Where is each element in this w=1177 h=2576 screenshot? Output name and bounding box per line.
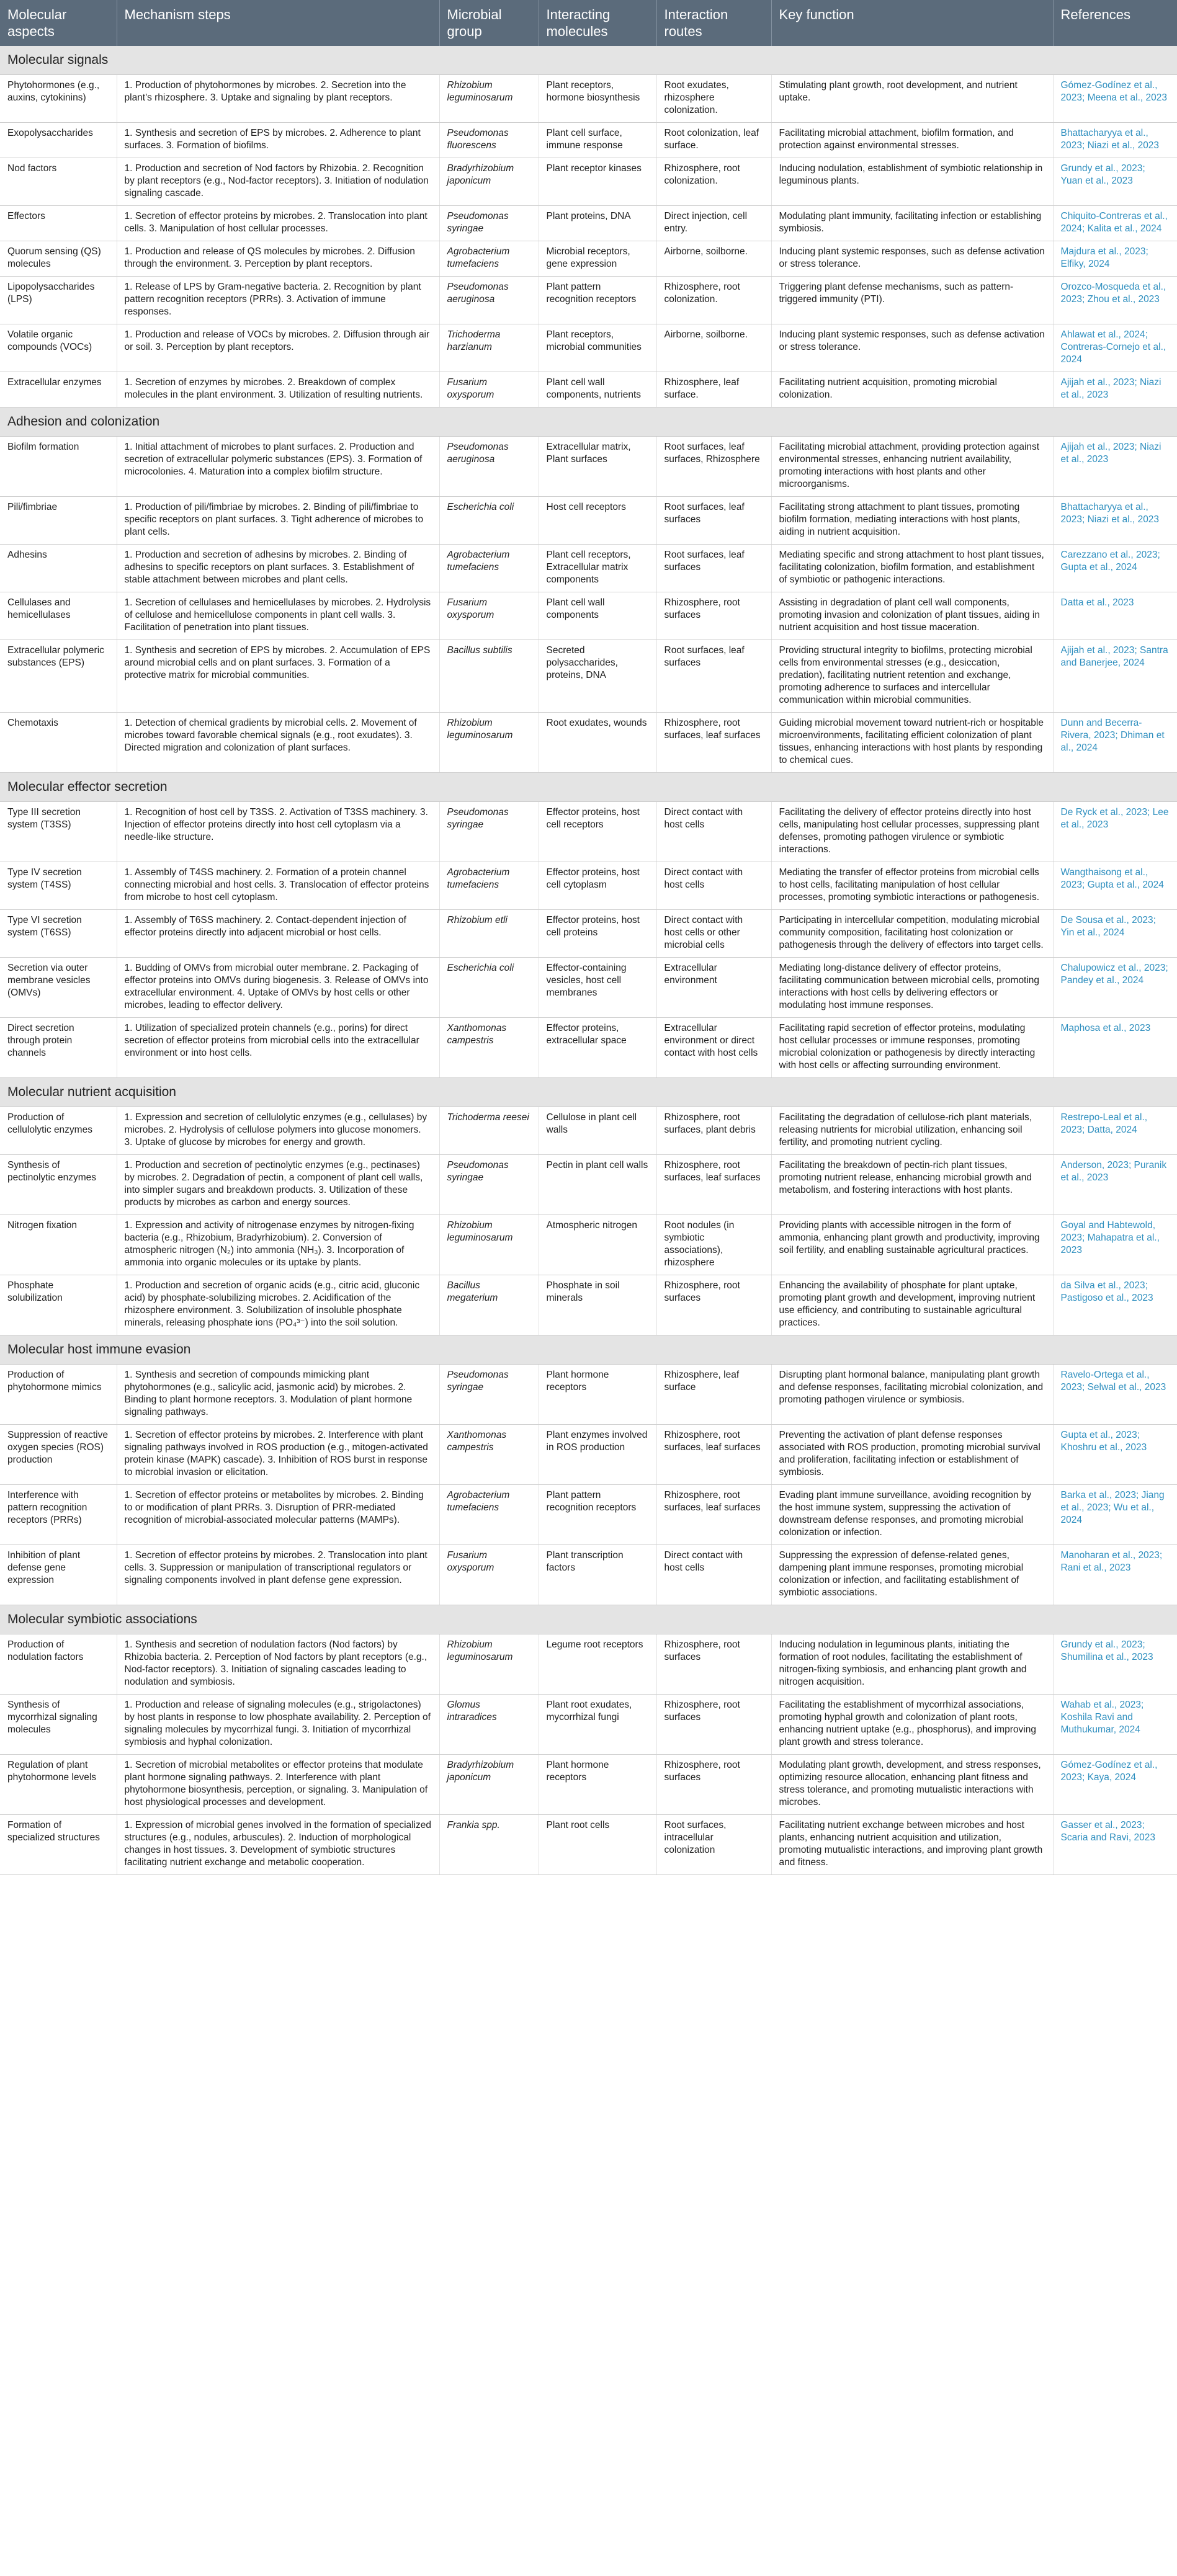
table-row	[0, 1018, 1177, 1078]
cell-microbial-group: Pseudomonas syringae	[439, 206, 539, 241]
cell-mechanism-steps: 1. Production of phytohormones by microbes. 2. Secretion into the plant's rhizosphere. 3. Uptake and signaling by plant receptors.	[117, 75, 439, 123]
cell-references[interactable]: da Silva et al., 2023; Pastigoso et al., 2023	[1053, 1275, 1177, 1335]
cell-mechanism-steps: 1. Expression and activity of nitrogenase enzymes by nitrogen-fixing bacteria (e.g., Rhizobium, Bradyrhizobium). 2. Conversion of atmospheric nitrogen (N₂) into ammonia (NH₃). 3. Incorporation of ammonia into organic molecules or its uptake by plants.	[117, 1215, 439, 1275]
cell-mechanism-steps: 1. Secretion of effector proteins by microbes. 2. Translocation into plant cells. 3. Suppression or manipulation of transcriptional regulators or signaling components involved in plant defense gene expression.	[117, 1545, 439, 1605]
cell-references[interactable]: Grundy et al., 2023; Yuan et al., 2023	[1053, 158, 1177, 206]
section-header-row	[0, 1335, 1177, 1365]
cell-microbial-group: Fusarium oxysporum	[439, 372, 539, 408]
section-title: Molecular host immune evasion	[0, 1335, 1177, 1365]
table-row	[0, 1155, 1177, 1215]
cell-interaction-routes: Root surfaces, leaf surfaces, Rhizosphere	[656, 437, 771, 497]
cell-references[interactable]: Gupta et al., 2023; Khoshru et al., 2023	[1053, 1425, 1177, 1485]
cell-mechanism-steps: 1. Expression of microbial genes involved in the formation of specialized structures (e.g., nodules, arbuscules). 2. Induction of morphological changes in host tissues. 3. Development of symbiotic structures facilitating nutrient exchange and metabolic cooperation.	[117, 1815, 439, 1875]
table-row	[0, 862, 1177, 910]
cell-mechanism-steps: 1. Initial attachment of microbes to plant surfaces. 2. Production and secretion of extracellular polymeric substances (EPS). 3. Formation of microcolonies. 4. Maturation into a complex biofilm structure.	[117, 437, 439, 497]
cell-mechanism-steps: 1. Release of LPS by Gram-negative bacteria. 2. Recognition by plant pattern recognition receptors (PRRs). 3. Activation of immune responses.	[117, 277, 439, 324]
table-row	[0, 545, 1177, 592]
cell-mechanism-steps: 1. Secretion of effector proteins by microbes. 2. Interference with plant signaling pathways involved in ROS production (e.g., mitogen-activated protein kinase (MAPK) cascade). 3. Inhibition of ROS burst in response to microbial invasion or elicitation.	[117, 1425, 439, 1485]
cell-microbial-group: Pseudomonas aeruginosa	[439, 437, 539, 497]
cell-interacting-molecules: Legume root receptors	[539, 1634, 656, 1695]
section-header-row	[0, 1605, 1177, 1634]
cell-references[interactable]: Orozco-Mosqueda et al., 2023; Zhou et al., 2023	[1053, 277, 1177, 324]
section-title: Molecular symbiotic associations	[0, 1605, 1177, 1634]
cell-key-function: Inducing plant systemic responses, such as defense activation or stress tolerance.	[771, 241, 1053, 277]
cell-references[interactable]: Gasser et al., 2023; Scaria and Ravi, 2023	[1053, 1815, 1177, 1875]
cell-molecular-aspect: Type III secretion system (T3SS)	[0, 802, 117, 862]
cell-key-function: Participating in intercellular competition, modulating microbial community composition, facilitating host colonization or pathogenesis through the delivery of effectors into target cells.	[771, 910, 1053, 958]
cell-mechanism-steps: 1. Secretion of cellulases and hemicellulases by microbes. 2. Hydrolysis of cellulose and hemicellulose components in plant cell walls. 3. Facilitation of penetration into plant tissues.	[117, 592, 439, 640]
table-row	[0, 1107, 1177, 1155]
table-row	[0, 241, 1177, 277]
cell-key-function: Enhancing the availability of phosphate for plant uptake, promoting plant growth and development, improving nutrient use efficiency, and contributing to sustainable agricultural practices.	[771, 1275, 1053, 1335]
cell-interaction-routes: Airborne, soilborne.	[656, 324, 771, 372]
cell-key-function: Facilitating microbial attachment, biofilm formation, and protection against environmental stresses.	[771, 123, 1053, 158]
cell-molecular-aspect: Volatile organic compounds (VOCs)	[0, 324, 117, 372]
cell-microbial-group: Rhizobium leguminosarum	[439, 1634, 539, 1695]
cell-references[interactable]: Chiquito-Contreras et al., 2024; Kalita et al., 2024	[1053, 206, 1177, 241]
cell-mechanism-steps: 1. Utilization of specialized protein channels (e.g., porins) for direct secretion of effector proteins from microbial cells into the extracellular environment or into host cells.	[117, 1018, 439, 1078]
cell-mechanism-steps: 1. Secretion of effector proteins by microbes. 2. Translocation into plant cells. 3. Manipulation of host cellular processes.	[117, 206, 439, 241]
table-row	[0, 372, 1177, 408]
cell-microbial-group: Fusarium oxysporum	[439, 592, 539, 640]
cell-microbial-group: Fusarium oxysporum	[439, 1545, 539, 1605]
cell-interaction-routes: Root exudates, rhizosphere colonization.	[656, 75, 771, 123]
cell-mechanism-steps: 1. Budding of OMVs from microbial outer membrane. 2. Packaging of effector proteins into OMVs during biogenesis. 3. Release of OMVs into extracellular environment. 4. Uptake of OMVs by host cells or other microbes, leading to effector delivery.	[117, 958, 439, 1018]
cell-mechanism-steps: 1. Production and release of VOCs by microbes. 2. Diffusion through air or soil. 3. Perception by plant receptors.	[117, 324, 439, 372]
cell-microbial-group: Bradyrhizobium japonicum	[439, 1755, 539, 1815]
cell-key-function: Facilitating rapid secretion of effector proteins, modulating host cellular processes or immune responses, promoting microbial colonization or pathogenesis by directly interacting with host cells or affecting surrounding environment.	[771, 1018, 1053, 1078]
cell-interaction-routes: Extracellular environment	[656, 958, 771, 1018]
cell-microbial-group: Pseudomonas fluorescens	[439, 123, 539, 158]
cell-interaction-routes: Direct contact with host cells	[656, 1545, 771, 1605]
header-references: References	[1053, 0, 1177, 46]
cell-microbial-group: Escherichia coli	[439, 958, 539, 1018]
cell-key-function: Mediating long-distance delivery of effector proteins, facilitating communication between microbial cells, promoting interactions with host cells by delivering effectors or modulating host immune responses.	[771, 958, 1053, 1018]
cell-microbial-group: Trichoderma reesei	[439, 1107, 539, 1155]
cell-mechanism-steps: 1. Synthesis and secretion of EPS by microbes. 2. Accumulation of EPS around microbial cells and on plant surfaces. 3. Formation of a protective matrix for microbial communities.	[117, 640, 439, 713]
cell-mechanism-steps: 1. Secretion of microbial metabolites or effector proteins that modulate plant hormone signaling pathways. 2. Interference with plant phytohormone biosynthesis, perception, or signaling. 3. Manipulation of host physiological processes and development.	[117, 1755, 439, 1815]
table-row	[0, 1695, 1177, 1755]
cell-molecular-aspect: Inhibition of plant defense gene expression	[0, 1545, 117, 1605]
cell-molecular-aspect: Exopolysaccharides	[0, 123, 117, 158]
cell-interaction-routes: Rhizosphere, root surfaces	[656, 1695, 771, 1755]
cell-interaction-routes: Root surfaces, intracellular colonization	[656, 1815, 771, 1875]
table-row	[0, 1485, 1177, 1545]
cell-molecular-aspect: Type IV secretion system (T4SS)	[0, 862, 117, 910]
cell-references[interactable]: Gómez-Godínez et al., 2023; Meena et al., 2023	[1053, 75, 1177, 123]
cell-mechanism-steps: 1. Production of pili/fimbriae by microbes. 2. Binding of pili/fimbriae to specific receptors on plant surfaces. 3. Tight adherence of microbes to plant cells.	[117, 497, 439, 545]
cell-molecular-aspect: Effectors	[0, 206, 117, 241]
table-body	[0, 46, 1177, 1875]
cell-interaction-routes: Rhizosphere, root colonization.	[656, 158, 771, 206]
cell-references[interactable]: Goyal and Habtewold, 2023; Mahapatra et al., 2023	[1053, 1215, 1177, 1275]
cell-microbial-group: Rhizobium leguminosarum	[439, 75, 539, 123]
cell-mechanism-steps: 1. Production and release of signaling molecules (e.g., strigolactones) by host plants in response to low phosphate availability. 2. Perception of signaling molecules by mycorrhizal fungi. 3. Initiation of mycorrhizal symbiosis and hyphal colonization.	[117, 1695, 439, 1755]
table-row	[0, 123, 1177, 158]
table-row	[0, 75, 1177, 123]
cell-interaction-routes: Direct injection, cell entry.	[656, 206, 771, 241]
cell-microbial-group: Pseudomonas syringae	[439, 802, 539, 862]
cell-interaction-routes: Rhizosphere, root surfaces	[656, 1755, 771, 1815]
table-row	[0, 713, 1177, 773]
cell-key-function: Mediating specific and strong attachment to host plant tissues, facilitating colonization, biofilm formation, and establishment of symbiotic or pathogenic interactions.	[771, 545, 1053, 592]
cell-interaction-routes: Airborne, soilborne.	[656, 241, 771, 277]
cell-microbial-group: Frankia spp.	[439, 1815, 539, 1875]
cell-references[interactable]: Dunn and Becerra-Rivera, 2023; Dhiman et al., 2024	[1053, 713, 1177, 773]
table-row	[0, 158, 1177, 206]
cell-interacting-molecules: Plant root exudates, mycorrhizal fungi	[539, 1695, 656, 1755]
cell-molecular-aspect: Phytohormones (e.g., auxins, cytokinins)	[0, 75, 117, 123]
header-row	[0, 0, 1177, 46]
cell-interaction-routes: Direct contact with host cells	[656, 802, 771, 862]
cell-molecular-aspect: Chemotaxis	[0, 713, 117, 773]
cell-interaction-routes: Root surfaces, leaf surfaces	[656, 640, 771, 713]
cell-interacting-molecules: Plant cell surface, immune response	[539, 123, 656, 158]
cell-interacting-molecules: Plant cell wall components	[539, 592, 656, 640]
cell-microbial-group: Agrobacterium tumefaciens	[439, 545, 539, 592]
cell-microbial-group: Glomus intraradices	[439, 1695, 539, 1755]
cell-references[interactable]: Manoharan et al., 2023; Rani et al., 2023	[1053, 1545, 1177, 1605]
cell-interaction-routes: Root nodules (in symbiotic associations), rhizosphere	[656, 1215, 771, 1275]
section-header-row	[0, 46, 1177, 75]
cell-mechanism-steps: 1. Detection of chemical gradients by microbial cells. 2. Movement of microbes toward favorable chemical signals (e.g., root exudates). 3. Directed migration and colonization of plant surfaces.	[117, 713, 439, 773]
cell-references[interactable]: Ahlawat et al., 2024; Contreras-Cornejo et al., 2024	[1053, 324, 1177, 372]
cell-molecular-aspect: Direct secretion through protein channels	[0, 1018, 117, 1078]
cell-interaction-routes: Direct contact with host cells or other microbial cells	[656, 910, 771, 958]
table-row	[0, 1425, 1177, 1485]
cell-interacting-molecules: Plant hormone receptors	[539, 1365, 656, 1425]
cell-molecular-aspect: Adhesins	[0, 545, 117, 592]
cell-references[interactable]: Ajijah et al., 2023; Niazi et al., 2023	[1053, 372, 1177, 408]
cell-interaction-routes: Rhizosphere, root colonization.	[656, 277, 771, 324]
cell-mechanism-steps: 1. Expression and secretion of cellulolytic enzymes (e.g., cellulases) by microbes. 2. Hydrolysis of cellulose polymers into glucose monomers. 3. Uptake of glucose by microbes for energy and growth.	[117, 1107, 439, 1155]
table-row	[0, 958, 1177, 1018]
cell-key-function: Facilitating nutrient acquisition, promoting microbial colonization.	[771, 372, 1053, 408]
cell-microbial-group: Bradyrhizobium japonicum	[439, 158, 539, 206]
cell-molecular-aspect: Lipopolysaccharides (LPS)	[0, 277, 117, 324]
cell-interaction-routes: Rhizosphere, root surfaces	[656, 1634, 771, 1695]
cell-references[interactable]: De Sousa et al., 2023; Yin et al., 2024	[1053, 910, 1177, 958]
cell-interacting-molecules: Effector proteins, host cell receptors	[539, 802, 656, 862]
cell-references[interactable]: Bhattacharyya et al., 2023; Niazi et al., 2023	[1053, 497, 1177, 545]
cell-references[interactable]: Wangthaisong et al., 2023; Gupta et al., 2024	[1053, 862, 1177, 910]
table-row	[0, 497, 1177, 545]
cell-mechanism-steps: 1. Synthesis and secretion of compounds mimicking plant phytohormones (e.g., salicylic acid, jasmonic acid) by microbes. 2. Binding to plant hormone receptors. 3. Modulation of plant hormone signaling pathways.	[117, 1365, 439, 1425]
cell-key-function: Facilitating the establishment of mycorrhizal associations, promoting hyphal growth and colonization of plant roots, enhancing nutrient uptake (e.g., phosphorus), and improving plant growth and stress tolerance.	[771, 1695, 1053, 1755]
table-row	[0, 1545, 1177, 1605]
cell-references[interactable]: Chalupowicz et al., 2023; Pandey et al., 2024	[1053, 958, 1177, 1018]
cell-interacting-molecules: Phosphate in soil minerals	[539, 1275, 656, 1335]
cell-interacting-molecules: Plant receptors, hormone biosynthesis	[539, 75, 656, 123]
table-row	[0, 277, 1177, 324]
cell-interacting-molecules: Extracellular matrix, Plant surfaces	[539, 437, 656, 497]
cell-mechanism-steps: 1. Secretion of effector proteins or metabolites by microbes. 2. Binding to or modification of plant PRRs. 3. Disruption of PRR-mediated recognition of microbial-associated molecular patterns (MAMPs).	[117, 1485, 439, 1545]
cell-mechanism-steps: 1. Synthesis and secretion of EPS by microbes. 2. Adherence to plant surfaces. 3. Formation of biofilms.	[117, 123, 439, 158]
cell-mechanism-steps: 1. Synthesis and secretion of nodulation factors (Nod factors) by Rhizobia bacteria. 2. Perception of Nod factors by plant receptors (e.g., Nod-factor receptors). 3. Initiation of signaling cascades leading to nodulation and symbiosis.	[117, 1634, 439, 1695]
cell-molecular-aspect: Biofilm formation	[0, 437, 117, 497]
cell-mechanism-steps: 1. Production and secretion of pectinolytic enzymes (e.g., pectinases) by microbes. 2. Degradation of pectin, a component of plant cell walls, into simpler sugars and breakdown products. 3. Utilization of these products by microbes as carbon and energy sources.	[117, 1155, 439, 1215]
cell-molecular-aspect: Pili/fimbriae	[0, 497, 117, 545]
cell-mechanism-steps: 1. Production and release of QS molecules by microbes. 2. Diffusion through the environment. 3. Perception by plant receptors.	[117, 241, 439, 277]
cell-microbial-group: Rhizobium etli	[439, 910, 539, 958]
cell-microbial-group: Bacillus megaterium	[439, 1275, 539, 1335]
cell-interaction-routes: Rhizosphere, root surfaces, leaf surfaces	[656, 1155, 771, 1215]
cell-microbial-group: Rhizobium leguminosarum	[439, 713, 539, 773]
cell-interacting-molecules: Effector proteins, host cell proteins	[539, 910, 656, 958]
table-row	[0, 802, 1177, 862]
cell-molecular-aspect: Formation of specialized structures	[0, 1815, 117, 1875]
table-row	[0, 1365, 1177, 1425]
cell-mechanism-steps: 1. Recognition of host cell by T3SS. 2. Activation of T3SS machinery. 3. Injection of effector proteins directly into host cell cytoplasm via a needle-like structure.	[117, 802, 439, 862]
cell-molecular-aspect: Regulation of plant phytohormone levels	[0, 1755, 117, 1815]
cell-interacting-molecules: Effector-containing vesicles, host cell membranes	[539, 958, 656, 1018]
cell-references[interactable]: Ravelo-Ortega et al., 2023; Selwal et al., 2023	[1053, 1365, 1177, 1425]
cell-interacting-molecules: Plant pattern recognition receptors	[539, 277, 656, 324]
cell-molecular-aspect: Synthesis of mycorrhizal signaling molecules	[0, 1695, 117, 1755]
table-row	[0, 1215, 1177, 1275]
cell-key-function: Modulating plant growth, development, and stress responses, optimizing resource allocation, enhancing plant fitness and stress tolerance, and promoting mutualistic interactions with microbes.	[771, 1755, 1053, 1815]
cell-molecular-aspect: Nod factors	[0, 158, 117, 206]
section-header-row	[0, 408, 1177, 437]
cell-interaction-routes: Rhizosphere, root surfaces, leaf surfaces	[656, 1425, 771, 1485]
cell-key-function: Assisting in degradation of plant cell wall components, promoting invasion and colonization of plant tissues, aiding in nutrient acquisition and host tissue maceration.	[771, 592, 1053, 640]
cell-key-function: Facilitating microbial attachment, providing protection against environmental stresses, enhancing nutrient availability, promoting interactions with host plants and other microorganisms.	[771, 437, 1053, 497]
header-interacting-molecules: Interacting molecules	[539, 0, 656, 46]
cell-interacting-molecules: Host cell receptors	[539, 497, 656, 545]
cell-molecular-aspect: Production of cellulolytic enzymes	[0, 1107, 117, 1155]
cell-key-function: Facilitating the delivery of effector proteins directly into host cells, manipulating host cellular processes, suppressing plant defenses, promoting pathogen virulence or symbiotic interactions.	[771, 802, 1053, 862]
table-row	[0, 1275, 1177, 1335]
cell-interacting-molecules: Effector proteins, extracellular space	[539, 1018, 656, 1078]
section-title: Molecular signals	[0, 46, 1177, 75]
cell-mechanism-steps: 1. Production and secretion of organic acids (e.g., citric acid, gluconic acid) by phosphate-solubilizing microbes. 2. Acidification of the rhizosphere environment. 3. Solubilization of insoluble phosphate minerals, releasing phosphate ions (PO₄³⁻) into the soil solution.	[117, 1275, 439, 1335]
section-title: Molecular nutrient acquisition	[0, 1078, 1177, 1107]
cell-mechanism-steps: 1. Assembly of T4SS machinery. 2. Formation of a protein channel connecting microbial and host cells. 3. Translocation of effector proteins from microbe to host cell cytoplasm.	[117, 862, 439, 910]
table-row	[0, 1634, 1177, 1695]
cell-interaction-routes: Rhizosphere, root surfaces	[656, 1275, 771, 1335]
cell-microbial-group: Agrobacterium tumefaciens	[439, 862, 539, 910]
cell-references[interactable]: De Ryck et al., 2023; Lee et al., 2023	[1053, 802, 1177, 862]
cell-mechanism-steps: 1. Production and secretion of Nod factors by Rhizobia. 2. Recognition by plant receptors (e.g., Nod-factor receptors). 3. Initiation of nodulation signaling cascade.	[117, 158, 439, 206]
cell-interacting-molecules: Plant cell receptors, Extracellular matrix components	[539, 545, 656, 592]
cell-interaction-routes: Direct contact with host cells	[656, 862, 771, 910]
cell-key-function: Inducing plant systemic responses, such as defense activation or stress tolerance.	[771, 324, 1053, 372]
table-row	[0, 640, 1177, 713]
cell-interacting-molecules: Atmospheric nitrogen	[539, 1215, 656, 1275]
table-row	[0, 1815, 1177, 1875]
section-title: Adhesion and colonization	[0, 408, 1177, 437]
cell-references[interactable]: Maphosa et al., 2023	[1053, 1018, 1177, 1078]
cell-interaction-routes: Root surfaces, leaf surfaces	[656, 545, 771, 592]
cell-references[interactable]: Ajijah et al., 2023; Santra and Banerjee, 2024	[1053, 640, 1177, 713]
cell-interaction-routes: Rhizosphere, leaf surface.	[656, 372, 771, 408]
cell-molecular-aspect: Interference with pattern recognition receptors (PRRs)	[0, 1485, 117, 1545]
cell-interacting-molecules: Plant proteins, DNA	[539, 206, 656, 241]
cell-mechanism-steps: 1. Production and secretion of adhesins by microbes. 2. Binding of adhesins to specific receptors on plant surfaces. 3. Establishment of stable attachment between microbes and plant cells.	[117, 545, 439, 592]
cell-molecular-aspect: Extracellular enzymes	[0, 372, 117, 408]
table-row	[0, 910, 1177, 958]
cell-microbial-group: Agrobacterium tumefaciens	[439, 241, 539, 277]
cell-key-function: Evading plant immune surveillance, avoiding recognition by the host immune system, suppressing the activation of downstream defense responses, and promoting microbial colonization or infection.	[771, 1485, 1053, 1545]
cell-microbial-group: Rhizobium leguminosarum	[439, 1215, 539, 1275]
header-mechanism-steps: Mechanism steps	[117, 0, 439, 46]
cell-key-function: Providing structural integrity to biofilms, protecting microbial cells from environmental stresses (e.g., desiccation, predation), facilitating nutrient retention and exchange, promoting adherence to surfaces and intercellular communication within microbial communities.	[771, 640, 1053, 713]
table-row	[0, 206, 1177, 241]
cell-key-function: Inducing nodulation in leguminous plants, initiating the formation of root nodules, facilitating the establishment of nitrogen-fixing symbiosis, and enhancing plant growth and nitrogen acquisition.	[771, 1634, 1053, 1695]
cell-references[interactable]: Gómez-Godínez et al., 2023; Kaya, 2024	[1053, 1755, 1177, 1815]
cell-interaction-routes: Root colonization, leaf surface.	[656, 123, 771, 158]
cell-mechanism-steps: 1. Secretion of enzymes by microbes. 2. Breakdown of complex molecules in the plant environment. 3. Utilization of resulting nutrients.	[117, 372, 439, 408]
cell-key-function: Facilitating nutrient exchange between microbes and host plants, enhancing nutrient acquisition and utilization, promoting mutualistic interactions, and improving plant growth and fitness.	[771, 1815, 1053, 1875]
cell-references[interactable]: Carezzano et al., 2023; Gupta et al., 2024	[1053, 545, 1177, 592]
cell-interaction-routes: Rhizosphere, leaf surface	[656, 1365, 771, 1425]
cell-key-function: Stimulating plant growth, root development, and nutrient uptake.	[771, 75, 1053, 123]
cell-microbial-group: Escherichia coli	[439, 497, 539, 545]
cell-interaction-routes: Rhizosphere, root surfaces	[656, 592, 771, 640]
cell-interacting-molecules: Plant root cells	[539, 1815, 656, 1875]
cell-key-function: Triggering plant defense mechanisms, such as pattern-triggered immunity (PTI).	[771, 277, 1053, 324]
cell-interacting-molecules: Plant enzymes involved in ROS production	[539, 1425, 656, 1485]
cell-interacting-molecules: Root exudates, wounds	[539, 713, 656, 773]
header-key-function: Key function	[771, 0, 1053, 46]
table-row	[0, 437, 1177, 497]
cell-key-function: Suppressing the expression of defense-related genes, dampening plant immune responses, promoting microbial colonization or infection, and facilitating establishment of symbiotic associations.	[771, 1545, 1053, 1605]
cell-references[interactable]: Barka et al., 2023; Jiang et al., 2023; Wu et al., 2024	[1053, 1485, 1177, 1545]
cell-interaction-routes: Rhizosphere, root surfaces, plant debris	[656, 1107, 771, 1155]
cell-references[interactable]: Majdura et al., 2023; Elfiky, 2024	[1053, 241, 1177, 277]
cell-microbial-group: Agrobacterium tumefaciens	[439, 1485, 539, 1545]
cell-microbial-group: Xanthomonas campestris	[439, 1425, 539, 1485]
cell-molecular-aspect: Quorum sensing (QS) molecules	[0, 241, 117, 277]
cell-molecular-aspect: Secretion via outer membrane vesicles (OMVs)	[0, 958, 117, 1018]
section-header-row	[0, 1078, 1177, 1107]
cell-molecular-aspect: Type VI secretion system (T6SS)	[0, 910, 117, 958]
table-row	[0, 1755, 1177, 1815]
cell-microbial-group: Xanthomonas campestris	[439, 1018, 539, 1078]
cell-references[interactable]: Ajijah et al., 2023; Niazi et al., 2023	[1053, 437, 1177, 497]
table-row	[0, 324, 1177, 372]
cell-references[interactable]: Restrepo-Leal et al., 2023; Datta, 2024	[1053, 1107, 1177, 1155]
cell-interacting-molecules: Plant cell wall components, nutrients	[539, 372, 656, 408]
cell-interaction-routes: Rhizosphere, root surfaces, leaf surfaces	[656, 1485, 771, 1545]
section-header-row	[0, 773, 1177, 802]
cell-molecular-aspect: Extracellular polymeric substances (EPS)	[0, 640, 117, 713]
cell-interacting-molecules: Plant transcription factors	[539, 1545, 656, 1605]
table-row	[0, 592, 1177, 640]
cell-microbial-group: Pseudomonas aeruginosa	[439, 277, 539, 324]
cell-key-function: Inducing nodulation, establishment of symbiotic relationship in leguminous plants.	[771, 158, 1053, 206]
cell-interaction-routes: Extracellular environment or direct contact with host cells	[656, 1018, 771, 1078]
cell-microbial-group: Bacillus subtilis	[439, 640, 539, 713]
cell-molecular-aspect: Phosphate solubilization	[0, 1275, 117, 1335]
cell-key-function: Mediating the transfer of effector proteins from microbial cells to host cells, facilitating manipulation of host cellular processes, promoting symbiotic interactions or pathogenesis.	[771, 862, 1053, 910]
cell-interacting-molecules: Microbial receptors, gene expression	[539, 241, 656, 277]
cell-interaction-routes: Rhizosphere, root surfaces, leaf surfaces	[656, 713, 771, 773]
cell-molecular-aspect: Production of phytohormone mimics	[0, 1365, 117, 1425]
cell-interacting-molecules: Plant receptor kinases	[539, 158, 656, 206]
cell-interacting-molecules: Cellulose in plant cell walls	[539, 1107, 656, 1155]
cell-microbial-group: Pseudomonas syringae	[439, 1365, 539, 1425]
cell-mechanism-steps: 1. Assembly of T6SS machinery. 2. Contact-dependent injection of effector proteins directly into adjacent microbial or host cells.	[117, 910, 439, 958]
cell-references[interactable]: Wahab et al., 2023; Koshila Ravi and Muthukumar, 2024	[1053, 1695, 1177, 1755]
cell-interacting-molecules: Effector proteins, host cell cytoplasm	[539, 862, 656, 910]
cell-molecular-aspect: Cellulases and hemicellulases	[0, 592, 117, 640]
cell-microbial-group: Pseudomonas syringae	[439, 1155, 539, 1215]
cell-key-function: Facilitating strong attachment to plant tissues, promoting biofilm formation, mediating interactions with host plants, aiding in nutrient acquisition.	[771, 497, 1053, 545]
cell-interacting-molecules: Plant receptors, microbial communities	[539, 324, 656, 372]
cell-references[interactable]: Bhattacharyya et al., 2023; Niazi et al., 2023	[1053, 123, 1177, 158]
cell-references[interactable]: Grundy et al., 2023; Shumilina et al., 2023	[1053, 1634, 1177, 1695]
cell-key-function: Modulating plant immunity, facilitating infection or establishing symbiosis.	[771, 206, 1053, 241]
cell-molecular-aspect: Synthesis of pectinolytic enzymes	[0, 1155, 117, 1215]
cell-molecular-aspect: Suppression of reactive oxygen species (ROS) production	[0, 1425, 117, 1485]
section-title: Molecular effector secretion	[0, 773, 1177, 802]
cell-interacting-molecules: Pectin in plant cell walls	[539, 1155, 656, 1215]
cell-interacting-molecules: Plant pattern recognition receptors	[539, 1485, 656, 1545]
cell-key-function: Preventing the activation of plant defense responses associated with ROS production, promoting microbial survival and proliferation, facilitating infection or establishment of symbiosis.	[771, 1425, 1053, 1485]
table-header	[0, 0, 1177, 46]
cell-references[interactable]: Anderson, 2023; Puranik et al., 2023	[1053, 1155, 1177, 1215]
cell-key-function: Facilitating the degradation of cellulose-rich plant materials, releasing nutrients for microbial utilization, enhancing soil fertility, and promoting nutrient cycling.	[771, 1107, 1053, 1155]
cell-molecular-aspect: Production of nodulation factors	[0, 1634, 117, 1695]
cell-key-function: Facilitating the breakdown of pectin-rich plant tissues, promoting nutrient release, enhancing microbial growth and metabolism, and fostering interactions with host plants.	[771, 1155, 1053, 1215]
cell-key-function: Disrupting plant hormonal balance, manipulating plant growth and defense responses, facilitating microbial colonization, and promoting pathogen virulence or symbiosis.	[771, 1365, 1053, 1425]
cell-interacting-molecules: Secreted polysaccharides, proteins, DNA	[539, 640, 656, 713]
cell-microbial-group: Trichoderma harzianum	[439, 324, 539, 372]
cell-molecular-aspect: Nitrogen fixation	[0, 1215, 117, 1275]
header-microbial-group: Microbial group	[439, 0, 539, 46]
header-molecular-aspects: Molecular aspects	[0, 0, 117, 46]
cell-interacting-molecules: Plant hormone receptors	[539, 1755, 656, 1815]
cell-references[interactable]: Datta et al., 2023	[1053, 592, 1177, 640]
cell-key-function: Guiding microbial movement toward nutrient-rich or hospitable microenvironments, facilitating efficient colonization of plant tissues, enhancing interactions with host plants by responding to chemical cues.	[771, 713, 1053, 773]
cell-key-function: Providing plants with accessible nitrogen in the form of ammonia, enhancing plant growth and productivity, improving soil fertility, and enabling sustainable agricultural practices.	[771, 1215, 1053, 1275]
header-interaction-routes: Interaction routes	[656, 0, 771, 46]
cell-interaction-routes: Root surfaces, leaf surfaces	[656, 497, 771, 545]
